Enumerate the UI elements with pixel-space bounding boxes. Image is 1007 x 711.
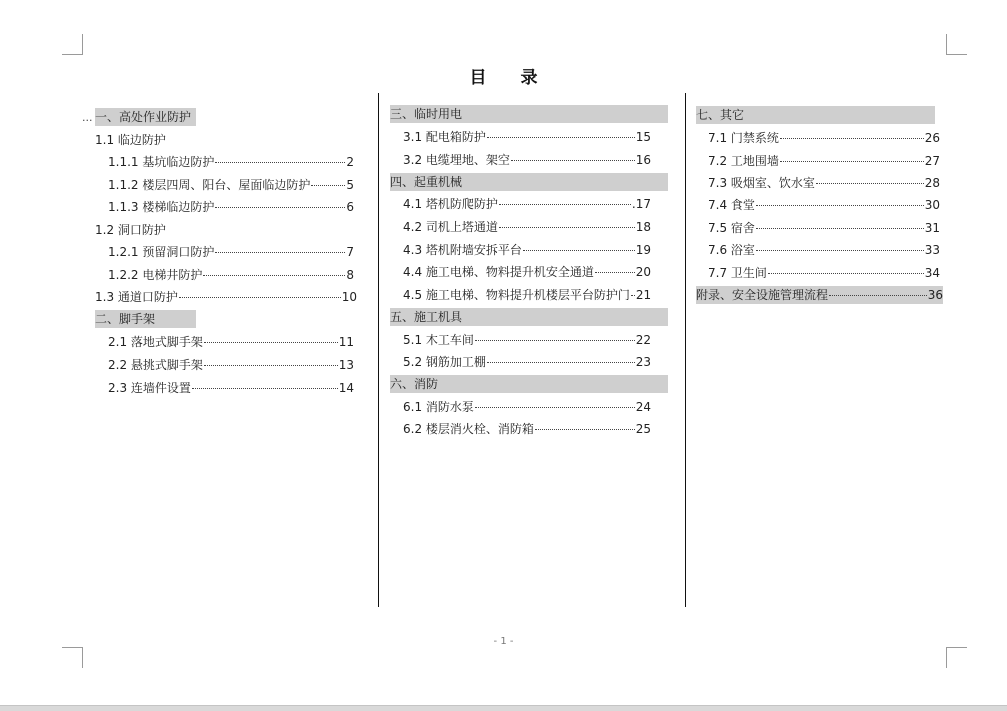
toc-entry[interactable]	[108, 379, 354, 397]
toc-entry-label: 附录、安全设施管理流程	[696, 288, 829, 302]
toc-entry-label: 2.1 落地式脚手架	[108, 335, 203, 349]
toc-page-number: 23	[635, 355, 651, 369]
toc-page-number: 30	[924, 198, 940, 212]
toc-entry[interactable]	[403, 353, 651, 371]
toc-subheading[interactable]: 1.2 洞口防护	[95, 223, 166, 237]
toc-leader-dots	[511, 160, 635, 161]
column-divider-2	[685, 93, 686, 607]
toc-entry[interactable]	[403, 241, 651, 259]
toc-page-number: 15	[635, 130, 651, 144]
toc-entry-label: 6.1 消防水泵	[403, 400, 474, 414]
toc-page-number: 16	[635, 153, 651, 167]
toc-leader-dots	[780, 161, 924, 162]
toc-leader-dots	[829, 295, 927, 296]
toc-entry[interactable]	[403, 331, 651, 349]
toc-page-number: 20	[635, 265, 651, 279]
toc-leader-dots	[487, 137, 635, 138]
toc-leader-dots	[499, 204, 631, 205]
toc-page-number: 11	[338, 335, 354, 349]
toc-leader-dots	[215, 162, 345, 163]
toc-entry[interactable]	[108, 153, 354, 171]
toc-entry-label: 7.3 吸烟室、饮水室	[708, 176, 815, 190]
toc-entry[interactable]	[403, 151, 651, 169]
toc-section-heading[interactable]: 三、临时用电	[390, 105, 668, 123]
toc-entry-label: 3.1 配电箱防护	[403, 130, 486, 144]
toc-page-number: 6	[346, 200, 354, 214]
toc-page-number: 27	[924, 154, 940, 168]
toc-leader-dots	[816, 183, 924, 184]
toc-entry[interactable]	[708, 152, 940, 170]
toc-section-heading[interactable]: 五、施工机具	[390, 308, 668, 326]
toc-entry[interactable]	[403, 195, 651, 213]
toc-entry-label: 2.2 悬挑式脚手架	[108, 358, 203, 372]
toc-entry-label: 4.3 塔机附墙安拆平台	[403, 243, 522, 257]
toc-entry[interactable]	[403, 286, 651, 304]
toc-section-heading[interactable]: 六、消防	[390, 375, 668, 393]
toc-page-number: 21	[635, 288, 652, 302]
toc-entry[interactable]	[708, 241, 940, 259]
toc-entry[interactable]	[403, 218, 651, 236]
toc-entry[interactable]	[95, 288, 357, 306]
window-bottom-edge	[0, 705, 1007, 711]
toc-leader-dots	[204, 365, 338, 366]
toc-entry-label: 7.4 食堂	[708, 198, 755, 212]
toc-entry[interactable]	[708, 174, 940, 192]
toc-page-number: 8	[346, 268, 354, 282]
toc-entry-label: 4.2 司机上塔通道	[403, 220, 498, 234]
toc-leader-dots	[311, 185, 345, 186]
toc-page-number: 10	[341, 290, 357, 304]
toc-leader-dots	[215, 252, 345, 253]
toc-leader-dots	[768, 273, 924, 274]
toc-page-number: 28	[924, 176, 940, 190]
toc-entry-label: 5.2 钢筋加工棚	[403, 355, 486, 369]
toc-entry-label: 1.1.2 楼层四周、阳台、屋面临边防护	[108, 178, 311, 192]
toc-entry[interactable]	[403, 263, 651, 281]
toc-section-heading[interactable]: 七、其它	[696, 106, 935, 124]
toc-leader-dots	[756, 205, 924, 206]
toc-subheading[interactable]: 1.1 临边防护	[95, 133, 166, 147]
toc-page-number: 26	[924, 131, 940, 145]
toc-entry-label: 1.2.2 电梯井防护	[108, 268, 203, 282]
toc-leader-dots	[756, 228, 924, 229]
leader-marker: ...	[82, 111, 93, 124]
toc-page-number: 31	[924, 221, 940, 235]
toc-entry-label: 7.2 工地围墙	[708, 154, 779, 168]
toc-entry-label: 1.3 通道口防护	[95, 290, 178, 304]
toc-leader-dots	[203, 275, 345, 276]
toc-entry[interactable]	[403, 128, 651, 146]
toc-leader-dots	[475, 340, 635, 341]
toc-entry[interactable]	[108, 266, 354, 284]
crop-mark-top-left	[62, 34, 83, 55]
toc-entry[interactable]	[708, 219, 940, 237]
toc-leader-dots	[535, 429, 635, 430]
toc-appendix-entry[interactable]	[696, 286, 943, 304]
crop-mark-bottom-left	[62, 647, 83, 668]
toc-entry-label: 4.1 塔机防爬防护	[403, 197, 498, 211]
page-title: 目 录	[469, 68, 552, 88]
crop-mark-top-right	[946, 34, 967, 55]
toc-leader-dots	[523, 250, 635, 251]
toc-entry[interactable]	[108, 198, 354, 216]
toc-page-number: 33	[924, 243, 940, 257]
toc-entry-label: 7.7 卫生间	[708, 266, 767, 280]
toc-entry[interactable]	[708, 129, 940, 147]
toc-leader-dots	[595, 272, 635, 273]
toc-entry-label: 7.1 门禁系统	[708, 131, 779, 145]
toc-page-number: 13	[338, 358, 354, 372]
toc-entry[interactable]	[108, 176, 354, 194]
toc-entry-label: 7.5 宿舍	[708, 221, 755, 235]
toc-leader-dots	[179, 297, 341, 298]
toc-leader-dots	[475, 407, 635, 408]
toc-page-number: 14	[338, 381, 354, 395]
toc-page-number: 25	[635, 422, 651, 436]
toc-page-number: 24	[635, 400, 651, 414]
toc-leader-dots	[215, 207, 345, 208]
toc-leader-dots	[780, 138, 924, 139]
toc-leader-dots	[756, 250, 924, 251]
toc-page-number: 22	[635, 333, 651, 347]
toc-leader-dots	[204, 342, 338, 343]
toc-leader-dots	[631, 295, 635, 296]
toc-entry[interactable]	[108, 333, 354, 351]
toc-page-number: 19	[635, 243, 651, 257]
toc-entry[interactable]	[708, 264, 940, 282]
toc-entry[interactable]	[403, 398, 651, 416]
column-divider-1	[378, 93, 379, 607]
toc-entry-label: 6.2 楼层消火栓、消防箱	[403, 422, 534, 436]
toc-section-heading[interactable]: 四、起重机械	[390, 173, 668, 191]
toc-entry[interactable]	[108, 356, 354, 374]
toc-page-number: .17	[631, 197, 651, 211]
toc-entry-label: 2.3 连墙件设置	[108, 381, 191, 395]
toc-leader-dots	[499, 227, 635, 228]
toc-entry-label: 4.5 施工电梯、物料提升机楼层平台防护门	[403, 288, 630, 302]
toc-page-number: 2	[346, 155, 354, 169]
toc-entry-label: 1.1.1 基坑临边防护	[108, 155, 215, 169]
toc-entry[interactable]	[403, 420, 651, 438]
toc-page-number: 5	[346, 178, 354, 192]
toc-page-number: 34	[924, 266, 940, 280]
toc-entry-label: 4.4 施工电梯、物料提升机安全通道	[403, 265, 594, 279]
crop-mark-bottom-right	[946, 647, 967, 668]
toc-entry[interactable]	[708, 196, 940, 214]
toc-leader-dots	[192, 388, 338, 389]
toc-entry[interactable]	[108, 243, 354, 261]
toc-entry-label: 7.6 浴室	[708, 243, 755, 257]
page-number-footer: - 1 -	[493, 636, 514, 647]
toc-entry-label: 5.1 木工车间	[403, 333, 474, 347]
toc-section-heading[interactable]: 一、高处作业防护	[95, 108, 196, 126]
toc-page-number: 36	[927, 288, 943, 302]
toc-entry-label: 1.2.1 预留洞口防护	[108, 245, 215, 259]
toc-page-number: 18	[635, 220, 651, 234]
toc-page-number: 7	[346, 245, 354, 259]
toc-entry-label: 3.2 电缆埋地、架空	[403, 153, 510, 167]
toc-entry-label: 1.1.3 楼梯临边防护	[108, 200, 215, 214]
toc-section-heading[interactable]: 二、脚手架	[95, 310, 196, 328]
toc-leader-dots	[487, 362, 635, 363]
